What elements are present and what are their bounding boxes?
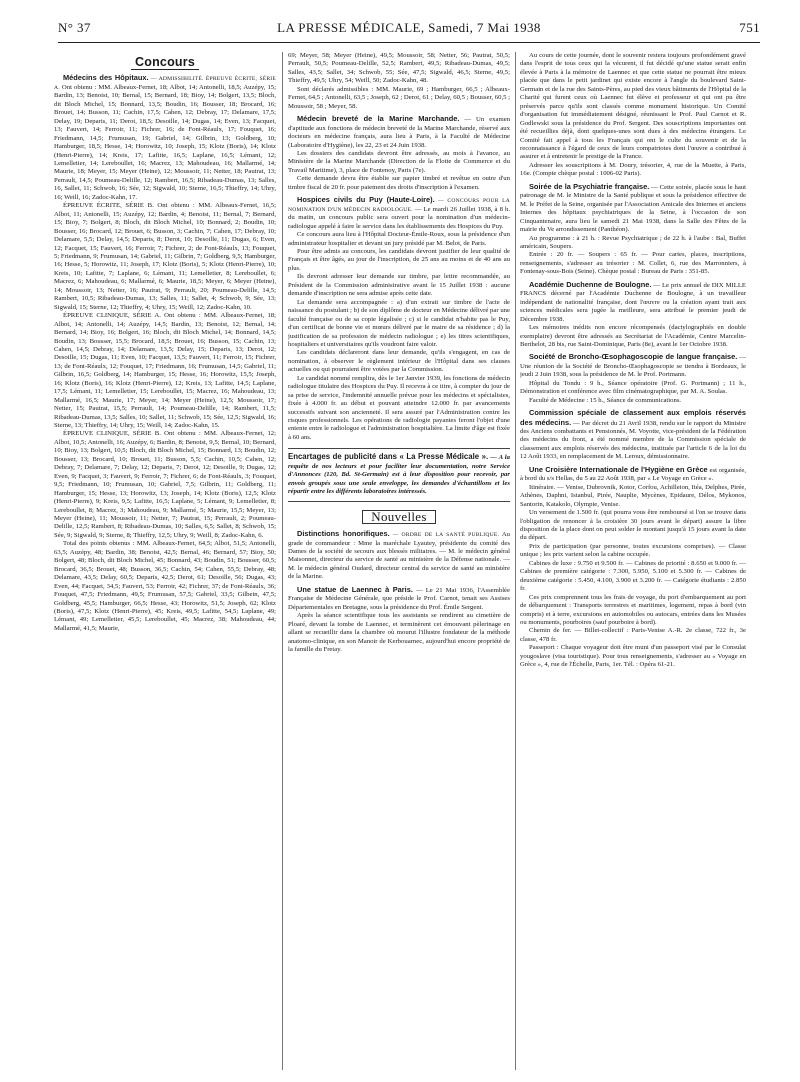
article-heading: Commission spéciale de classement aux emplois réservés des médecins.: [520, 408, 746, 427]
article-heading: Hospices civils du Puy (Haute-Loire).: [297, 195, 435, 205]
column-1: [54, 52, 276, 1070]
article-subheading: — ADMISSIBILITÉ. ÉPREUVE ÉCRITE, SÉRIE A.: [54, 76, 276, 91]
paragraph: Sont déclarés admissibles : MM. Maurie, 69 ; Hamburger, 66,5 ; Albeaux-Fernet, 64,5 ; Antonelli, 63,5 ; Joseph, 62 ; Derot, 61 ; Delay, 60,5 ; Bousser, 60,5 ; Moussoir, 58 ; Meyer, 58.: [288, 85, 510, 110]
article-heading: Soirée de la Psychiatrie française.: [529, 181, 650, 191]
article-croisiere: Une Croisière Internationale de l'Hygiène en Grèce est organisée, à bord du s/s Hellas, du 5 au 22 Août 1938, par « Le Voyage en Grèce ».: [520, 464, 746, 483]
box-heading: Encartages de publicité dans « La Presse Médicale ».: [288, 452, 489, 462]
paragraph: Hôpital du Tondu : 9 h., Séance opératoire (Prof. G. Portmann) ; 11 h., Démonstration et conférence avec film cinématographique, par M. A. Soulas.: [520, 379, 746, 396]
paragraph: Cabines de luxe : 9.750 et 9.500 fr. — Cabines de priorité : 8.650 et 9.000 fr. — Cabines de première catégorie : 7.300, 5.950, 5.100 et 5.300 fr. — Cabines de deuxième catégorie : 5.450, 4.100, 3.900 et 3.200 fr. — Catégorie étudiants : 2.850 fr.: [520, 559, 746, 593]
article-broncho: Société de Broncho-Œsophagoscopie de langue française. — Une réunion de la Société de Broncho-Œsophagoscopie se tiendra à Bordeaux, le jeudi 2 Juin 1938, sous la présidence de M. le Prof. Portmann.: [520, 352, 746, 379]
section-title-nouvelles: Nouvelles: [362, 510, 435, 524]
advertising-notice-box: [288, 448, 510, 501]
box-body: — A la requête de nos lecteurs et pour faciliter leur documentation, notre Service d'Annonces (120, Bd. St-Germain) est à leur disposition pour recevoir, par envois groupés sous une seule enveloppe, les demandes d'échantillons et les répartir entre les différents laboratoires intéressés.: [288, 454, 510, 496]
paragraph: Les mémoires inédits non encore récompensés (dactylographiés en double exemplaire) devront être adressés au Secrétariat de l'Académie, Centre Marcelin-Berthelot, 28 bis, rue Saint-Dominique, Paris (8e), avant le 1er Octobre 1938.: [520, 324, 746, 348]
article-heading: Distinctions honorifiques.: [297, 529, 390, 539]
article-marine: Médecin breveté de la Marine Marchande. — Un examen d'aptitude aux fonctions de médecin breveté de la Marine Marchande, réservé aux docteurs en médecine français, aura lieu à Paris, à la Faculté de Médecine (Laboratoire d'Hygiène), les 22, 23 et 24 Juin 1938.: [288, 114, 510, 149]
column-divider: [282, 52, 283, 1070]
column-2: [288, 52, 510, 1070]
article-hopitaux: Médecins des Hôpitaux. — ADMISSIBILITÉ. ÉPREUVE ÉCRITE, SÉRIE A. Ont obtenu : MM. Albeaux-Fernet, 18; Albot, 14; Antonelli, 18,5; Auzépy, 15; Bardin, 13; Benoist, 10; Bernal, 15; Bernard, 18; Bioy, 14; Bolgert, 13,5; Bloch, dit Bloch Michel, 15; Bonnard, 13,5; Boudin, 16; Bousser, 18; Brocard, 16; Brouet, 14; Busson, 11; Cachin, 17,5; Cahen, 12; Debray, 17; Delamare, 17,5; Delay, 19; Deparis, 11; Derot, 18,5; Desoille, 14; Dugas, 14; Even, 13; Facquet, 13; Fauvert, 14; Ferroir, 11; Fichrer, 16; de Font-Réaulx, 17; Fouquet, 16; Friedmann, 14,5; Frumusan, 19; Gabriel, 14; Gilbrin, 13; Goldberg, 10; Hamburger, 18,5; Hesse, 14; Horowitz, 10; Joseph, 15; Klotz (Boris), 14; Klotz (Henri-Pierre), 14; Kreis, 17; Lafitte, 16,5; Laplane, 16,5; Lémant, 12; Lemelletier, 14; Lereboullet, 16; Macrez, 13; Mahoudeau, 16; Mallarmé, 14; Maurie, 18; Meyer, 15; Meyer (Heine), 12; Moussoir, 11; Netter, 18; Pautrat, 13; Perrault, 14,5; Poumeau-Delille, 12; Rambert, 16,5; Ribadeau-Dumas, 13; Salles, 16, Sallet, 11; Schwob, 16; Sée, 12; Sigwald, 10; Sterne, 16,5; Thieffry, 14; Uhry, 16; Weill, 16; Zadoc-Kahn, 17.: [54, 73, 276, 201]
paragraph: Cette demande devra être établie sur papier timbré et revêtue en outre d'un timbre fiscal de 20 fr. pour paiement des droits d'inscription à l'examen.: [288, 175, 510, 191]
paragraph: Les candidats déclareront dans leur demande, qu'ils s'engagent, en cas de nomination, à observer le règlement intérieur de l'Hôpital dans ses clauses actuelles ou qui pourraient être votées par la Commission.: [288, 349, 510, 374]
column-3: [520, 52, 746, 1070]
article-psychiatrie: Soirée de la Psychiatrie française. — Cette soirée, placée sous le haut patronage de M. le Ministre de la Santé publique et sous la présidence effective de M. le Préfet de la Seine, organisée par l'Association Amicale des Internes et anciens Internes des hôpitaux psychiatriques de la Seine, à l'occasion de son Cinquantenaire, aura lieu le samedi 21 Mai 1938, dans la Salle des Fêtes de la mairie du Ve arrondissement (Panthéon).: [520, 181, 746, 234]
paragraph: Pour être admis au concours, les candidats devront justifier de leur qualité de Français et être âgés, au jour de l'inscription, de 25 ans au moins et de 40 ans au plus.: [288, 247, 510, 272]
article-statue-laennec: Une statue de Laennec à Paris. — Le 21 Mai 1936, l'Assemblée Française de Médecine Générale, que préside le Prof. Carnot, tenait ses Assises Départementales en Bretagne, sous la présidence du Prof. Émile Sergent.: [288, 584, 510, 611]
article-distinctions: Distinctions honorifiques. — ORDRE DE LA SANTÉ PUBLIQUE. Au grade de commandeur : Mme la maréchale Lyautey, présidente du comité des Dames de la société de secours aux blessés militaires. — M. le médecin général Maisonnet, directeur du service de santé au ministère de la Défense nationale. — M. le médecin général Oudard, directeur central du service de santé au ministère de la Marine.: [288, 529, 510, 581]
article-heading: Médecin breveté de la Marine Marchande.: [297, 114, 460, 124]
paragraph: Les dossiers des candidats devront être adressés, au mois à l'avance, au Ministère de la Marine Marchande (Direction de la Flotte de Commerce et du Travail Maritime), 3, place de Fontenoy, Paris (7e).: [288, 149, 510, 174]
article-puy: Hospices civils du Puy (Haute-Loire). — CONCOURS POUR LA NOMINATION D'UN MÉDECIN RADIOLOGUE. — Le mardi 26 Juillet 1938, à 8 h. du matin, un concours public sera ouvert pour la nomination d'un médecin-radiologue appelé à faire le service dans les établissements des Hospices du Puy.: [288, 195, 510, 230]
article-heading: Société de Broncho-Œsophagoscopie de langue française.: [529, 352, 738, 362]
paragraph: Ces prix comprennent tous les frais de voyage, du port d'embarquement au port de débarquement : Transports terrestres et maritimes, logement, repas à bord (vin compris) et à terre, excursions en automobiles ou autocars, entrées dans les Musées ou monuments, pourboires (sauf pourboire à bord).: [520, 593, 746, 626]
issue-number: N° 37: [58, 20, 91, 35]
article-subheading: — ORDRE DE LA SANTÉ PUBLIQUE.: [389, 532, 500, 539]
paragraph: Après la séance scientifique tous les assistants se rendirent au cimetière de Ploaré, devant la tombe de Laennec, et terminèrent cet émouvant pèlerinage en allant se recueillir dans la chambre où mourut l'illustre fondateur de la méthode anatomo-clinique, en son Manoir de Kerbouarnec, aujourd'hui encore propriété de la famille du Fretay.: [288, 612, 510, 653]
column-divider: [515, 52, 516, 1070]
paragraph: La demande sera accompagnée : a) d'un extrait sur timbre de l'acte de naissance du postulant ; b) de son diplôme de docteur en Médecine délivré par une faculté française ou de sa copie légalisée ; c) si le candidat n'habite pas le Puy, d'un certificat de bonne vie et mœurs délivré par le maire de sa résidence ; d) la justification de sa profession de médecin radiologue ; e) les titres scientifiques, hospitaliers et universitaires qu'ils voudront faire valoir.: [288, 298, 510, 348]
paragraph: Adresser les souscriptions à M. Doury, trésorier, 4, rue de la Muette, à Paris, 16e. (Compte chèque postal : 1006-02 Paris).: [520, 161, 746, 178]
article-commission: Commission spéciale de classement aux emplois réservés des médecins. — Par décret du 21 Avril 1938, rendu sur le rapport du Ministre des Anciens combattants et Pensionnés, M. Voyotte, vice-président de la Fédération des médecins du front, a été nommé membre de la Commission spéciale de classement aux emplois réservés des médecins, instituée par l'article 6 de la loi du 12 Août 1933, en remplacement de M. Leroux, démissionnaire.: [520, 408, 746, 461]
paragraph: Prix de participation (par personne, toutes excursions comprises). — Classe unique ; les prix varient selon la cabine occupée.: [520, 542, 746, 559]
article-heading: Une statue de Laennec à Paris.: [297, 584, 413, 594]
paragraph: Au cours de cette journée, dont le souvenir restera toujours profondément gravé dans l'esprit de tous ceux qui la vécurent, il fut décidé qu'une statue serait enfin élevée à Paris à la mémoire de Laennec et que cette statue ne pourrait être mieux placée que dans le petit jardinet qui existe encore à l'angle du boulevard Saint-Germain et de la rue des Saints-Pères, au pied des vieux bâtiments de l'Hôpital de la Charité qui furent ceux où Laennec fut élève et professeur et qui ont pu être préservés parce qu'ils sont classés comme monument historique. Un Comité d'organisation fut immédiatement désigné, réunissant le Prof. Paul Carnot et R. Godlewski sous la présidence du Prof. Sergent. Des souscriptions importantes ont été recueillies déjà, dont quelques-unes sont dues à des médecins étrangers. Le Comité fait appel à tous les Français qui ont le culte du souvenir et de la reconnaissance à l'égard de ceux de leurs compatriotes dont l'œuvre a contribué à assurer et à entretenir le prestige de la France.: [520, 52, 746, 161]
article-heading: Académie Duchenne de Boulogne.: [529, 279, 652, 289]
journal-title: LA PRESSE MÉDICALE, Samedi, 7 Mai 1938: [277, 20, 541, 35]
paragraph: ÉPREUVE ÉCRITE, SÉRIE B. Ont obtenu : MM. Albeaux-Fernet, 16,5; Albot, 11; Antonelli, 15; Auzépy, 12; Bardin, 4; Benoist, 11; Bernal, 7; Bernard, 15; Bioy, 7; Bolgert, 8; Bloch, dit Bloch Michel, 10; Bonnard, 2; Boudin, 10; Bousser, 16; Brocard, 12; Brouet, 6; Busson, 3; Cachin, 7; Cahen, 17; Debray, 10; Delamare, 5,5; Delay, 14,5; Deparis, 8; Derot, 10; Desoille, 11; Dugas, 6; Even, 12; Facquet, 15; Fauvert, 16; Ferroir, 7; Fichrer, 2; de Font-Réaulx, 13; Fouquet, 5; Friedmann, 9; Frumusan, 14; Gabriel, 11; Gilbrin, 7; Goldberg, 9,5; Hamburger, 16; Hesse, 5; Horowitz, 11; Joseph, 17; Klotz (Boris), 5; Klotz (Henri-Pierre), 10; Kreis, 10; Lafitte, 7; Laplane, 6; Lémant, 11; Lemelletier, 8; Lereboullet, 6; Macrez, 6; Mahoudeau, 6; Mallarmé, 6; Maurie, 18,5; Meyer, 6; Meyer (Heine), 14; Moussoir, 13; Netter, 16; Pautrat, 9; Perrault, 20; Poumeau-Delille, 14,5; Rambert, 10,5; Ribadeau-Dumas, 13; Salles, 11; Sallet, 4; Schwob, 9; Sée, 13; Sigwald, 15; Sterne, 12; Thieffry, 4; Uhry, 15; Weill, 12; Zadoc-Kahn, 10.: [54, 202, 276, 311]
paragraph: Itinéraire. — Venise, Dubrovnik, Kotor, Corfou, Achilleion, Itéa, Delphes, Pirée, Athènes, Daphni, Istanbul, Pirée, Nauplie, Mycènes, Epidaure, Délos, Mykonos, Santorin, Katakolo, Olympie, Venise.: [520, 483, 746, 508]
paragraph: Passeport : Chaque voyageur doit être muni d'un passeport visé par le Consulat yougoslave (visa touristique). Pour tous renseignements, s'adresser au « Voyage en Grèce », 4, rue de l'Échelle, Paris, 1er. Tél. : Opéra 61-21.: [520, 644, 746, 669]
article-heading: Médecins des Hôpitaux.: [63, 73, 149, 83]
page-number: 751: [739, 20, 760, 35]
paragraph: Total des points obtenus : MM. Albeaux-Fernet, 64,5; Albot, 51,5; Antonelli, 63,5; Auzépy, 48; Bardin, 38; Benoist, 42,5; Bernal, 46; Bernard, 57; Bioy, 50; Bolgert, 48; Bloch, dit Bloch Michel, 45; Bonnard, 43; Boudin, 51; Bousser, 60,5; Brocard, 36,5; Brouet, 48; Busson, 36,5; Cachin, 54; Cahen, 55,5; Debray, 48; Delamare, 43,5; Delay, 60,5; Deparis, 42,5; Derot, 61; Desoille, 56; Dugas, 43; Even, 44; Facquet, 34,5; Fauvert, 53; Ferroir, 42; Fichrer, 37; de Font-Réaulx, 36; Fouquet, 47,5; Friedmann, 49,5; Frumusan, 57,5; Gabriel, 33,5; Gilbein, 47,5; Goldberg, 45,5; Hamburger, 66,5; Hesse, 43; Horowitz, 51,5; Joseph, 62; Klotz (Boris), 47,5; Klotz (Henri-Pierre), 45; Kreis, 49,5; Lafitte, 54,5; Laplane, 49; Lémant, 49; Lemelletier, 45,5; Lereboullet, 45; Macrez, 38; Mahoudeau, 44; Mallarmé, 41,5; Maurie,: [54, 540, 276, 632]
paragraph: Au programme : à 21 h. : Revue Psychiatrique ; de 22 h. à l'aube : Bal, Buffet américain, Soupers.: [520, 234, 746, 250]
article-heading: Une Croisière Internationale de l'Hygiène en Grèce: [529, 464, 708, 474]
paragraph: Chemin de fer. — Billet-collectif : Paris-Venise A.-R. 2e classe, 722 fr., 3e classe, 478 fr.: [520, 627, 746, 643]
paragraph: Ce concours aura lieu à l'Hôpital Docteur-Émile-Roux, sous la présidence d'un administrateur hospitalier et devant un jury présidé par M. Belot, de Paris.: [288, 231, 510, 247]
paragraph: Le candidat nommé remplira, dès le 1er Janvier 1939, les fonctions de médecin radiologue titulaire des Hospices du Puy. Il recevra à ce titre, à compter du jour de sa prise de service, l'indemnité annuelle prévue pour les médecins et spécialistes, fixée à 4.000 fr. au début et pouvant atteindre 12.000 fr. par avancements successifs suivant son ancienneté. Il sera assuré par l'Administration contre les risques professionnels. Les opérations de radiologie payantes feront l'objet d'une entente entre le radiologue et l'administration hospitalière. La limite d'âge est fixée à 60 ans.: [288, 374, 510, 441]
paragraph: Entrée : 20 fr. — Soupers : 65 fr. — Pour cartes, places, inscriptions, renseignements, s'adresser au trésorier : M. Collet, 6, rue des Marronniers, à Fontenay-sous-Bois (Seine). Chèque postal : Bureau de Paris : 351-85.: [520, 251, 746, 276]
page-header: [58, 18, 760, 43]
article-subheading: — CONCOURS POUR LA NOMINATION D'UN MÉDECIN RADIOLOGUE.: [288, 198, 510, 213]
paragraph: 69; Meyer, 58; Meyer (Heine), 49,5; Moussoir, 58; Netter, 56; Pautrat, 50,5; Perrault, 50,5; Poumeau-Delille, 52,5; Rambert, 49,5; Ribadeau-Dumas, 49,5; Salles, 43,5; Sallet, 34; Schwob, 55; Sée, 47,5; Sigwald, 46,5; Sterne, 49,5; Thieffry, 49,5; Uhry, 54; Weill, 50; Zadoc-Kahn, 48.: [288, 52, 510, 85]
section-title-concours: Concours: [54, 58, 276, 66]
paragraph: ÉPREUVE CLINIQUE, SÉRIE A. Ont obtenu : MM. Albeaux-Fernet, 18; Albot, 14; Antonelli, 14; Auzépy, 14,5; Bardin, 13; Benoist, 12; Bernal, 14; Bernard, 14; Bioy, 16; Bolgert, 16; Bloch, dit Bloch Michel, 14; Bonnard, 14,5; Boudin, 13; Bousser, 15,5; Brocard, 18,5; Brouet, 16; Busson, 15; Cachin, 13; Cahen, 14,5; Debray, 14; Delamare, 13,5; Delay, 15; Deparis, 13; Derot, 12; Desoille, 15; Dugas, 11; Even, 10; Facquet, 13,5; Fauvert, 11; Ferroir, 15; Fichrer, 13; de Font-Réaulx, 12; Fouquet, 17; Friedmann, 16; Frumusan, 14,5; Gabriel, 11; Gilbrin, 16,5; Goldberg, 14; Hamburger, 15; Hesse, 16; Horowitz, 15,5; Joseph, 16; Klotz (Boris), 16; Klotz (Henri-Pierre), 12; Kreis, 13; Lafitte, 14,5; Laplane, 17,5; Lémant, 11; Lemelletier, 15; Lereboullet, 15; Macrez, 16; Mahoudeau, 13; Mallarmé, 16,5; Maurie, 17; Meyer, 14; Meyer (Heine), 12,5; Moussoir, 17; Netter, 15; Pautrat, 15,5; Perrault, 14; Poumeau-Delille, 14; Rambert, 11,5; Ribadeau-Dumas, 13,5; Salles, 10; Sallet, 11; Schwob, 15; Sée, 12,5; Sigwald, 16; Sterne, 13; Thieffry, 14; Uhry, 15; Weill, 14; Zadoc-Kahn, 15.: [54, 312, 276, 430]
paragraph: Faculté de Médecine : 15 h., Séance de communications.: [529, 396, 682, 404]
paragraph: ÉPREUVE CLINIQUE, SÉRIE B. Ont obtenu : MM. Albeaux-Fernet, 12; Albot, 10,5; Antonelli, 16; Auzépy, 6; Bardin, 8; Benoist, 9,5; Bernal, 10; Bernard, 10; Bioy, 13; Bolgert, 10,5; Bloch, dit Bloch Michel, 15; Bonnard, 13; Boudin, 12; Bousser, 13; Brocard, 10; Brouet, 11; Busson, 5,5; Cachin, 10,5; Cahen, 12; Debray, 7; Delamare, 7; Delay, 12; Deparis, 7; Derot, 12; Desoille, 9; Dugas, 12; Even, 9; Facquet, 3; Fauvert, 9; Ferroir, 7; Fichrer, 6; de Font-Réaulx, 3; Fouquet, 9,5; Friedmann, 10; Frumusan, 10; Gabriel, 7,5; Gilbrin, 11; Goldberg, 11; Hamburger, 15; Hesse, 13; Horowitz, 13; Joseph, 14; Klotz (Boris), 12,5; Klotz (Henri-Pierre), 9; Kreis, 9,5; Lafitte, 16,5; Laplane, 5; Lémant, 9; Lemelletier, 8; Lereboullet, 8; Macrez, 3; Mahoudeau, 9; Mallarmé, 5; Maurie, 15,5; Meyer, 13; Meyer (Heine), 11; Moussoir, 11; Netter, 7; Pautrat, 15; Perrault, 2; Poumeau-Delille, 12,5; Rambert, 8; Ribadeau-Dumas, 10; Salles, 6,5; Sallet, 8; Schwob, 15; Sée, 9; Sigwald, 9; Sterne, 8; Thieffry, 12,5; Uhry, 9; Weill, 8; Zadoc-Kahn, 6.: [54, 430, 276, 539]
paragraph: Ils devront adresser leur demande sur timbre, par lettre recommandée, au Président de la Commission administrative avant le 15 Juillet 1938 : aucune demande d'inscription ne sera admise après cette date.: [288, 273, 510, 298]
paragraph: Un versement de 1.500 fr. (qui pourra vous être remboursé si l'on se trouve dans l'obligation de renoncer à la croisière 30 jours avant le départ) assure la libre disposition de la place dont on peut solder le montant jusqu'à 15 jours avant la date du départ.: [520, 509, 746, 542]
article-academie-duchenne: Académie Duchenne de Boulogne. — Le prix annuel de DIX MILLE FRANCS décerné par l'Académie Duchenne de Boulogne, à un travailleur indépendant de nationalité française, dont l'œuvre ou la création ayant trait aux sciences médicales sera jugée la meilleure, sera attribué le premier jeudi de Décembre 1938.: [520, 279, 746, 323]
